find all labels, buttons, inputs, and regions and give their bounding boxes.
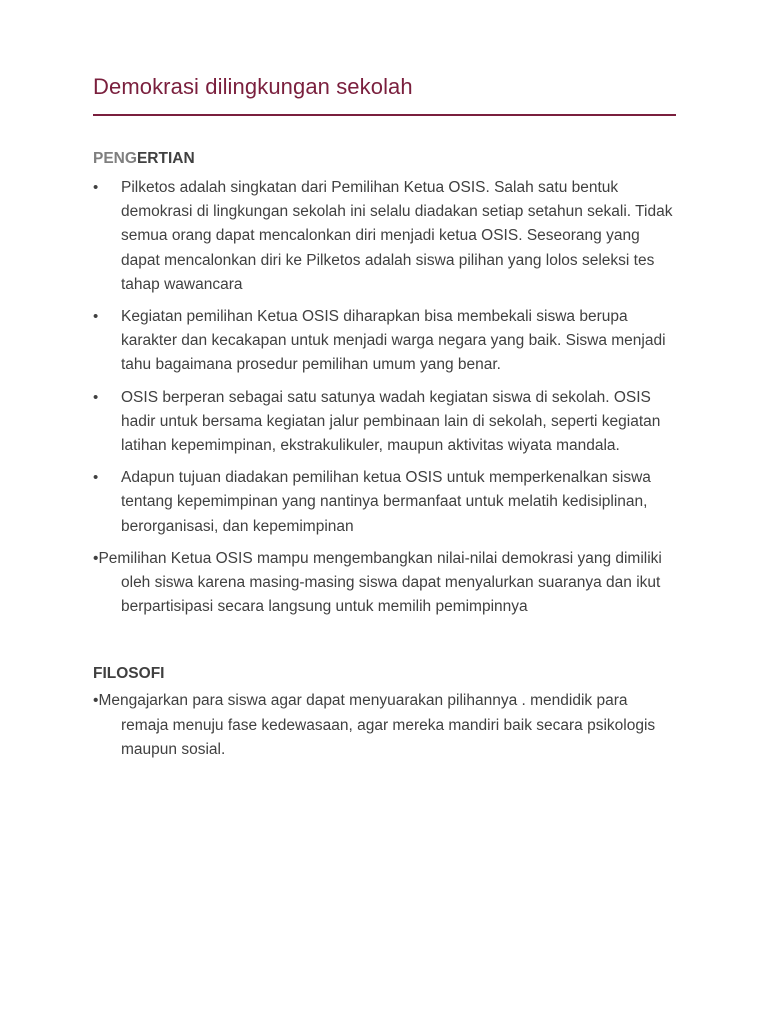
filosofi-list <box>93 689 676 762</box>
list-item <box>93 689 676 762</box>
section-spacer <box>93 627 676 663</box>
bullet-icon: • <box>93 549 99 567</box>
bullet-icon: • <box>93 308 99 326</box>
document-title: Demokrasi dilingkungan sekolah <box>93 74 413 99</box>
list-item-text: Adapun tujuan diadakan pemilihan ketua OSIS untuk memperkenalkan siswa tentang kepemimpinan yang nantinya bermanfaat untuk melatih kedisiplinan, berorganisasi, dan kepemimpinan <box>121 469 651 535</box>
pengertian-list <box>93 176 676 619</box>
document-page <box>93 72 676 770</box>
heading-dark-part: ERTIAN <box>136 150 195 167</box>
bullet-icon: • <box>93 179 99 196</box>
list-item-text: OSIS berperan sebagai satu satunya wadah kegiatan siswa di sekolah. OSIS hadir untuk bersama kegiatan jalur pembinaan lain di sekolah, seperti kegiatan latihan kepemimpinan, ekstrakulikuler, maupun aktivitas wiyata mandala. <box>121 388 661 455</box>
heading-light-part: PENG <box>93 150 137 167</box>
list-item-text: Kegiatan pemilihan Ketua OSIS diharapkan bisa membekali siswa berupa karakter dan kecakapan untuk menjadi warga negara yang baik. Siswa menjadi tahu bagaimana prosedur pemilihan umum yang benar. <box>121 308 666 374</box>
list-item <box>93 547 676 620</box>
bullet-icon: • <box>93 692 99 710</box>
list-item <box>93 176 676 297</box>
section-heading-filosofi: FILOSOFI <box>93 665 165 683</box>
list-item-text: Mengajarkan para siswa agar dapat menyuarakan pilihannya . mendidik para remaja menuju fase kedewasaan, agar mereka mandiri baik secara psikologis maupun sosial. <box>98 692 656 758</box>
title-divider <box>93 114 676 116</box>
list-item <box>93 466 676 539</box>
section-heading-pengertian <box>93 148 676 170</box>
bullet-icon: • <box>93 388 99 406</box>
bullet-icon: • <box>93 469 99 487</box>
list-item <box>93 305 676 378</box>
list-item-text: Pilketos adalah singkatan dari Pemilihan Ketua OSIS. Salah satu bentuk demokrasi di lingkungan sekolah ini selalu diadakan setiap setahun sekali. Tidak semua orang dapat mencalonkan diri menjadi ketua OSIS. Seseorang yang dapat mencalonkan diri ke Pilketos adalah siswa pilihan yang lolos seleksi tes tahap wawancara <box>121 179 673 293</box>
list-item-text: Pemilihan Ketua OSIS mampu mengembangkan nilai-nilai demokrasi yang dimiliki oleh siswa karena masing-masing siswa dapat menyalurkan suaranya dan ikut berpartisipasi secara langsung untuk memilih pemimpinnya <box>98 549 662 616</box>
list-item <box>93 386 676 459</box>
